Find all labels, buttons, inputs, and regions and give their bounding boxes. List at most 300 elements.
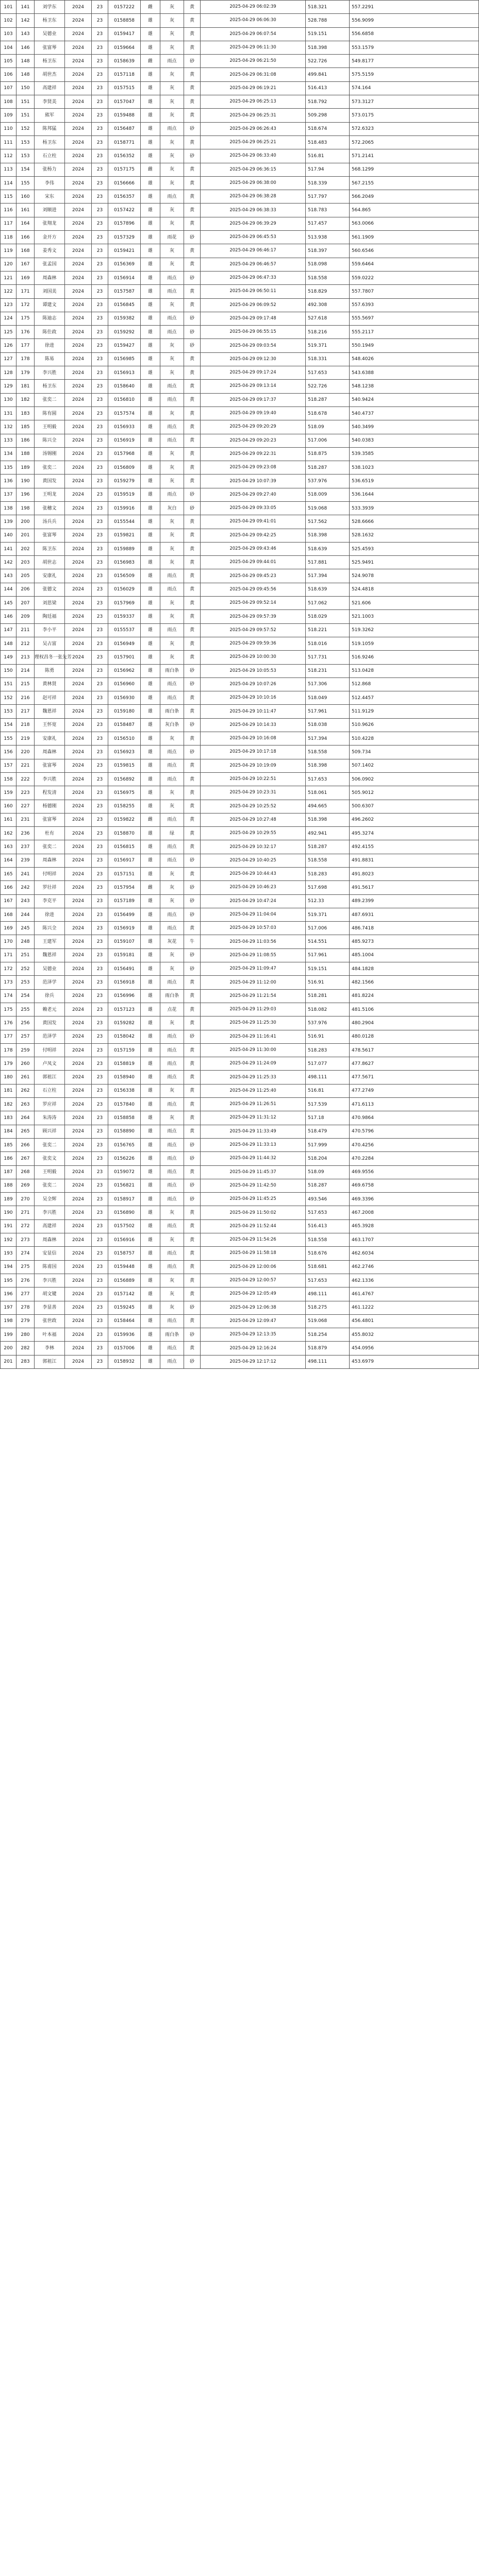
cell-region: 23 [92, 556, 108, 569]
cell-eye: 黄 [184, 244, 201, 258]
cell-arrival-time: 2025-04-29 10:44:43 [201, 868, 306, 881]
cell-name: 陈迪志 [35, 312, 65, 325]
cell-year: 2024 [65, 922, 92, 935]
cell-color: 雨点 [160, 326, 184, 339]
cell-eye: 黄 [184, 989, 201, 1003]
cell-distance: 518.331 [306, 352, 350, 366]
cell-color: 雨点 [160, 380, 184, 393]
cell-region: 23 [92, 840, 108, 854]
table-row [1, 786, 479, 800]
cell-region: 23 [92, 868, 108, 881]
cell-sex: 雄 [141, 27, 160, 41]
cell-arrival-time: 2025-04-29 10:57:03 [201, 922, 306, 935]
cell-distance: 517.961 [306, 705, 350, 718]
cell-name: 朱涛涛 [35, 1111, 65, 1125]
cell-eye: 黄 [184, 922, 201, 935]
cell-speed: 557.2291 [350, 1, 479, 14]
cell-color: 雨点 [160, 623, 184, 637]
cell-arrival-time: 2025-04-29 11:04:04 [201, 908, 306, 921]
cell-region: 23 [92, 447, 108, 461]
cell-ring: 0159421 [108, 244, 141, 258]
cell-eye: 黄 [184, 1111, 201, 1125]
cell-speed: 512.868 [350, 677, 479, 691]
cell-ring: 0157123 [108, 1003, 141, 1016]
cell-region: 23 [92, 461, 108, 474]
cell-eye: 黄 [184, 352, 201, 366]
cell-year: 2024 [65, 190, 92, 204]
cell-name: 张世政 [35, 1314, 65, 1328]
cell-position: 239 [16, 854, 35, 867]
cell-arrival-time: 2025-04-29 09:41:01 [201, 515, 306, 529]
cell-position: 179 [16, 366, 35, 380]
cell-year: 2024 [65, 434, 92, 447]
cell-name: 李伟 [35, 176, 65, 190]
cell-sex: 雄 [141, 759, 160, 772]
cell-color: 灰 [160, 1016, 184, 1030]
cell-ring: 0158042 [108, 1030, 141, 1043]
cell-rank: 190 [1, 1206, 16, 1219]
cell-color: 灰 [160, 1084, 184, 1097]
cell-sex: 雄 [141, 380, 160, 393]
cell-ring: 0159488 [108, 109, 141, 122]
cell-region: 23 [92, 948, 108, 962]
table-row [1, 1219, 479, 1233]
cell-ring: 0156919 [108, 922, 141, 935]
cell-arrival-time: 2025-04-29 10:32:17 [201, 840, 306, 854]
cell-region: 23 [92, 677, 108, 691]
cell-rank: 141 [1, 542, 16, 555]
cell-arrival-time: 2025-04-29 11:03:56 [201, 935, 306, 948]
cell-color: 雨点 [160, 1260, 184, 1274]
cell-position: 190 [16, 474, 35, 488]
cell-name: 陈甫国 [35, 1260, 65, 1274]
cell-ring: 0157159 [108, 1043, 141, 1057]
cell-arrival-time: 2025-04-29 09:20:23 [201, 434, 306, 447]
cell-sex: 雄 [141, 948, 160, 962]
cell-arrival-time: 2025-04-29 12:00:06 [201, 1260, 306, 1274]
cell-position: 252 [16, 962, 35, 976]
cell-name: 赖老元 [35, 1003, 65, 1016]
cell-speed: 477.2749 [350, 1084, 479, 1097]
table-row [1, 1342, 479, 1355]
cell-arrival-time: 2025-04-29 10:29:55 [201, 827, 306, 840]
cell-rank: 125 [1, 326, 16, 339]
cell-eye: 黄 [184, 447, 201, 461]
cell-color: 灰 [160, 109, 184, 122]
cell-region: 23 [92, 529, 108, 542]
cell-sex: 雄 [141, 1301, 160, 1314]
cell-distance: 518.321 [306, 1, 350, 14]
table-row [1, 501, 479, 515]
cell-name: 张奕二 [35, 461, 65, 474]
cell-distance: 518.287 [306, 393, 350, 406]
cell-region: 23 [92, 989, 108, 1003]
cell-speed: 470.9864 [350, 1111, 479, 1125]
cell-speed: 480.2904 [350, 1016, 479, 1030]
cell-distance: 518.281 [306, 989, 350, 1003]
cell-name: 刘学东 [35, 1, 65, 14]
cell-year: 2024 [65, 772, 92, 786]
cell-rank: 105 [1, 55, 16, 68]
cell-distance: 518.398 [306, 529, 350, 542]
cell-sex: 雄 [141, 542, 160, 555]
cell-eye: 黄 [184, 1274, 201, 1287]
table-row [1, 800, 479, 813]
cell-eye: 砂 [184, 908, 201, 921]
cell-color: 灰 [160, 1206, 184, 1219]
cell-rank: 110 [1, 122, 16, 135]
cell-arrival-time: 2025-04-29 11:26:51 [201, 1098, 306, 1111]
cell-sex: 雄 [141, 339, 160, 352]
cell-eye: 砂 [184, 122, 201, 135]
cell-distance: 537.976 [306, 1016, 350, 1030]
cell-speed: 540.9424 [350, 393, 479, 406]
cell-name: 郭祖江 [35, 1071, 65, 1084]
cell-distance: 498.111 [306, 1071, 350, 1084]
cell-distance: 517.731 [306, 651, 350, 664]
cell-eye: 黄 [184, 1057, 201, 1071]
cell-arrival-time: 2025-04-29 06:21:50 [201, 55, 306, 68]
cell-eye: 砂 [184, 881, 201, 894]
cell-rank: 118 [1, 231, 16, 244]
cell-arrival-time: 2025-04-29 06:07:54 [201, 27, 306, 41]
cell-name: 王明龙 [35, 488, 65, 501]
cell-distance: 519.151 [306, 962, 350, 976]
cell-color: 绿 [160, 827, 184, 840]
cell-rank: 132 [1, 420, 16, 434]
cell-eye: 黄 [184, 1098, 201, 1111]
cell-speed: 575.5159 [350, 68, 479, 81]
cell-color: 雨点 [160, 1355, 184, 1368]
cell-ring: 0156892 [108, 772, 141, 786]
cell-sex: 雄 [141, 705, 160, 718]
cell-rank: 142 [1, 556, 16, 569]
cell-color: 灰 [160, 1301, 184, 1314]
table-row [1, 1206, 479, 1219]
cell-rank: 169 [1, 922, 16, 935]
cell-name: 陈兴全 [35, 434, 65, 447]
cell-sex: 雄 [141, 583, 160, 596]
cell-region: 23 [92, 935, 108, 948]
table-row [1, 542, 479, 555]
cell-speed: 507.1402 [350, 759, 479, 772]
cell-name: 杜有 [35, 827, 65, 840]
cell-color: 雨点 [160, 922, 184, 935]
cell-rank: 175 [1, 1003, 16, 1016]
cell-name: 张富琴 [35, 813, 65, 826]
cell-distance: 518.231 [306, 664, 350, 677]
cell-rank: 185 [1, 1138, 16, 1151]
cell-ring: 0157151 [108, 868, 141, 881]
cell-position: 150 [16, 81, 35, 95]
cell-arrival-time: 2025-04-29 06:38:33 [201, 204, 306, 217]
table-row [1, 664, 479, 677]
cell-color: 灰 [160, 610, 184, 623]
cell-region: 23 [92, 1057, 108, 1071]
cell-color: 灰 [160, 881, 184, 894]
cell-year: 2024 [65, 935, 92, 948]
cell-position: 218 [16, 718, 35, 732]
cell-speed: 482.1566 [350, 976, 479, 989]
cell-region: 23 [92, 922, 108, 935]
cell-arrival-time: 2025-04-29 06:19:21 [201, 81, 306, 95]
cell-color: 灰 [160, 406, 184, 420]
cell-speed: 485.9273 [350, 935, 479, 948]
cell-eye: 砂 [184, 55, 201, 68]
cell-eye: 砂 [184, 326, 201, 339]
table-row [1, 1274, 479, 1287]
cell-speed: 573.3127 [350, 95, 479, 109]
cell-name: 张孟国 [35, 258, 65, 271]
cell-ring: 0159417 [108, 27, 141, 41]
cell-sex: 雄 [141, 854, 160, 867]
cell-color: 雨点 [160, 569, 184, 583]
cell-rank: 167 [1, 894, 16, 908]
cell-position: 223 [16, 786, 35, 800]
cell-name: 吴全辉 [35, 1193, 65, 1206]
cell-rank: 152 [1, 691, 16, 705]
cell-sex: 雄 [141, 610, 160, 623]
cell-year: 2024 [65, 908, 92, 921]
cell-region: 23 [92, 393, 108, 406]
cell-year: 2024 [65, 732, 92, 745]
cell-arrival-time: 2025-04-29 10:22:51 [201, 772, 306, 786]
cell-name: 张杨力 [35, 163, 65, 176]
cell-distance: 518.339 [306, 176, 350, 190]
cell-arrival-time: 2025-04-29 09:20:29 [201, 420, 306, 434]
cell-rank: 149 [1, 651, 16, 664]
cell-region: 23 [92, 14, 108, 27]
cell-sex: 雄 [141, 447, 160, 461]
cell-rank: 130 [1, 393, 16, 406]
cell-eye: 黄 [184, 800, 201, 813]
cell-year: 2024 [65, 989, 92, 1003]
cell-ring: 0156491 [108, 962, 141, 976]
cell-name: 张奕二 [35, 393, 65, 406]
cell-position: 257 [16, 1030, 35, 1043]
cell-region: 23 [92, 976, 108, 989]
cell-arrival-time: 2025-04-29 11:31:12 [201, 1111, 306, 1125]
cell-speed: 489.2399 [350, 894, 479, 908]
cell-eye: 砂 [184, 745, 201, 759]
cell-speed: 510.9626 [350, 718, 479, 732]
cell-rank: 102 [1, 14, 16, 27]
cell-color: 雨点 [160, 1342, 184, 1355]
cell-region: 23 [92, 1125, 108, 1138]
cell-rank: 150 [1, 664, 16, 677]
cell-year: 2024 [65, 1, 92, 14]
cell-arrival-time: 2025-04-29 06:46:17 [201, 244, 306, 258]
cell-year: 2024 [65, 705, 92, 718]
cell-year: 2024 [65, 1328, 92, 1342]
cell-region: 23 [92, 1084, 108, 1097]
cell-color: 雨点 [160, 190, 184, 204]
cell-speed: 491.8023 [350, 868, 479, 881]
cell-arrival-time: 2025-04-29 10:10:16 [201, 691, 306, 705]
cell-arrival-time: 2025-04-29 11:24:09 [201, 1057, 306, 1071]
cell-ring: 0159337 [108, 610, 141, 623]
cell-speed: 487.6931 [350, 908, 479, 921]
cell-arrival-time: 2025-04-29 11:33:13 [201, 1138, 306, 1151]
cell-rank: 109 [1, 109, 16, 122]
cell-ring: 0157142 [108, 1287, 141, 1301]
cell-arrival-time: 2025-04-29 12:13:35 [201, 1328, 306, 1342]
cell-region: 23 [92, 610, 108, 623]
cell-position: 186 [16, 434, 35, 447]
cell-name: 吴占富 [35, 637, 65, 650]
cell-rank: 103 [1, 27, 16, 41]
cell-region: 23 [92, 217, 108, 230]
cell-year: 2024 [65, 339, 92, 352]
cell-year: 2024 [65, 352, 92, 366]
cell-position: 177 [16, 339, 35, 352]
table-row [1, 583, 479, 596]
cell-arrival-time: 2025-04-29 10:40:25 [201, 854, 306, 867]
cell-color: 雨点 [160, 1030, 184, 1043]
cell-eye: 砂 [184, 1193, 201, 1206]
table-row [1, 745, 479, 759]
cell-speed: 548.4026 [350, 352, 479, 366]
cell-color: 雨点 [160, 1152, 184, 1165]
table-row [1, 691, 479, 705]
cell-ring: 0158940 [108, 1071, 141, 1084]
cell-eye: 黄 [184, 285, 201, 298]
cell-distance: 517.18 [306, 1111, 350, 1125]
cell-rank: 176 [1, 1016, 16, 1030]
cell-speed: 511.9129 [350, 705, 479, 718]
cell-ring: 0157969 [108, 597, 141, 610]
cell-speed: 533.3939 [350, 501, 479, 515]
cell-position: 237 [16, 840, 35, 854]
cell-year: 2024 [65, 271, 92, 284]
cell-speed: 538.1023 [350, 461, 479, 474]
cell-region: 23 [92, 81, 108, 95]
cell-ring: 0159815 [108, 759, 141, 772]
cell-color: 雨点 [160, 813, 184, 826]
cell-distance: 518.398 [306, 813, 350, 826]
cell-year: 2024 [65, 1206, 92, 1219]
cell-rank: 122 [1, 285, 16, 298]
cell-region: 23 [92, 1193, 108, 1206]
cell-region: 23 [92, 434, 108, 447]
cell-rank: 165 [1, 868, 16, 881]
table-row [1, 461, 479, 474]
cell-color: 灰白条 [160, 718, 184, 732]
cell-color: 灰 [160, 1233, 184, 1247]
cell-position: 146 [16, 41, 35, 54]
cell-ring: 0157574 [108, 406, 141, 420]
cell-eye: 砂 [184, 488, 201, 501]
cell-eye: 砂 [184, 894, 201, 908]
cell-speed: 462.6034 [350, 1247, 479, 1260]
cell-year: 2024 [65, 149, 92, 163]
cell-distance: 517.457 [306, 217, 350, 230]
cell-name: 石立柱 [35, 1084, 65, 1097]
cell-region: 23 [92, 732, 108, 745]
cell-distance: 517.698 [306, 881, 350, 894]
cell-distance: 518.558 [306, 271, 350, 284]
cell-ring: 0157515 [108, 81, 141, 95]
table-row [1, 569, 479, 583]
cell-eye: 黄 [184, 1, 201, 14]
cell-color: 灰 [160, 68, 184, 81]
cell-distance: 519.068 [306, 501, 350, 515]
cell-speed: 573.0175 [350, 109, 479, 122]
cell-name: 赵可祥 [35, 691, 65, 705]
cell-distance: 527.618 [306, 312, 350, 325]
cell-region: 23 [92, 258, 108, 271]
cell-distance: 517.006 [306, 434, 350, 447]
cell-eye: 黄 [184, 1043, 201, 1057]
table-row [1, 529, 479, 542]
cell-rank: 145 [1, 597, 16, 610]
cell-position: 264 [16, 1111, 35, 1125]
cell-rank: 112 [1, 149, 16, 163]
cell-sex: 雄 [141, 1274, 160, 1287]
cell-sex: 雄 [141, 1260, 160, 1274]
table-row [1, 1043, 479, 1057]
cell-speed: 510.4228 [350, 732, 479, 745]
cell-arrival-time: 2025-04-29 09:27:40 [201, 488, 306, 501]
cell-eye: 黄 [184, 759, 201, 772]
table-row [1, 827, 479, 840]
table-row [1, 204, 479, 217]
cell-ring: 0156960 [108, 677, 141, 691]
cell-sex: 雄 [141, 1111, 160, 1125]
cell-distance: 514.551 [306, 935, 350, 948]
cell-distance: 498.111 [306, 1355, 350, 1368]
cell-eye: 砂 [184, 1179, 201, 1192]
cell-speed: 557.6393 [350, 298, 479, 312]
cell-position: 185 [16, 420, 35, 434]
cell-sex: 雄 [141, 1098, 160, 1111]
cell-position: 148 [16, 68, 35, 81]
cell-rank: 127 [1, 352, 16, 366]
cell-arrival-time: 2025-04-29 06:38:00 [201, 176, 306, 190]
cell-distance: 518.676 [306, 1247, 350, 1260]
cell-distance: 519.371 [306, 339, 350, 352]
cell-sex: 雄 [141, 786, 160, 800]
cell-year: 2024 [65, 1314, 92, 1328]
cell-distance: 518.397 [306, 244, 350, 258]
cell-speed: 513.0428 [350, 664, 479, 677]
cell-distance: 518.479 [306, 1125, 350, 1138]
cell-sex: 雄 [141, 14, 160, 27]
cell-region: 23 [92, 1287, 108, 1301]
table-row [1, 854, 479, 867]
cell-sex: 雄 [141, 352, 160, 366]
cell-eye: 砂 [184, 1152, 201, 1165]
cell-name: 魏恩祥 [35, 948, 65, 962]
cell-region: 23 [92, 68, 108, 81]
cell-eye: 黄 [184, 95, 201, 109]
cell-position: 178 [16, 352, 35, 366]
cell-sex: 雄 [141, 800, 160, 813]
cell-rank: 191 [1, 1219, 16, 1233]
cell-position: 256 [16, 1016, 35, 1030]
cell-name: 李显善 [35, 1301, 65, 1314]
cell-distance: 518.678 [306, 406, 350, 420]
cell-year: 2024 [65, 623, 92, 637]
cell-color: 雨点 [160, 583, 184, 596]
cell-ring: 0157968 [108, 447, 141, 461]
cell-arrival-time: 2025-04-29 09:45:23 [201, 569, 306, 583]
cell-speed: 491.8831 [350, 854, 479, 867]
cell-rank: 173 [1, 976, 16, 989]
cell-rank: 168 [1, 908, 16, 921]
cell-arrival-time: 2025-04-29 06:02:39 [201, 1, 306, 14]
cell-name: 陈勇 [35, 664, 65, 677]
